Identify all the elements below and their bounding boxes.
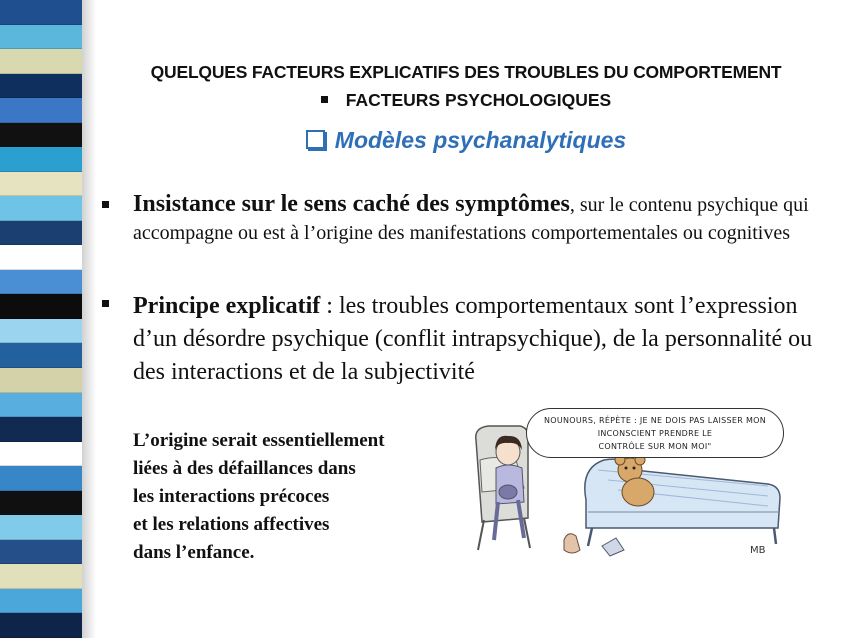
stripe-band xyxy=(0,368,82,393)
stripe-band xyxy=(0,25,82,50)
stripe-band xyxy=(0,417,82,442)
stripe-band xyxy=(0,491,82,516)
bullet-2-text: : les troubles comportementaux sont l’expression d’un désordre psychique (conflit intrapsychique), de la personnalité ou des interactions et de la subjectivité xyxy=(133,293,813,385)
slide-title-line1: QUELQUES FACTEURS EXPLICATIFS DES TROUBLES DU COMPORTEMENT xyxy=(150,62,782,82)
stripe-band xyxy=(0,0,82,25)
stripe-band xyxy=(0,540,82,565)
stripe-band xyxy=(0,466,82,491)
origin-line: les interactions précoces xyxy=(133,486,330,507)
stripe-band xyxy=(0,442,82,467)
stripe-band xyxy=(0,270,82,295)
origin-line: et les relations affectives xyxy=(133,514,330,535)
stripe-band xyxy=(0,343,82,368)
square-bullet-icon xyxy=(102,201,109,208)
square-bullet-icon xyxy=(321,96,328,103)
stripe-band xyxy=(0,221,82,246)
stripe-band xyxy=(0,319,82,344)
stripe-band xyxy=(0,515,82,540)
stripe-band xyxy=(0,49,82,74)
psychoanalysis-cartoon xyxy=(468,400,798,570)
stripe-band xyxy=(0,245,82,270)
bullet-2-lead: Principe explicatif xyxy=(133,293,321,319)
artist-signature: MB xyxy=(750,545,766,556)
slide-title-line2-text: FACTEURS PSYCHOLOGIQUES xyxy=(345,90,612,110)
stripe-band xyxy=(0,74,82,99)
checkbox-bullet-icon xyxy=(306,130,325,149)
slide-title-line2 xyxy=(96,90,836,111)
stripe-band xyxy=(0,294,82,319)
origin-line: L’origine serait essentiellement xyxy=(133,430,385,451)
stripe-band xyxy=(0,196,82,221)
origin-line: liées à des défaillances dans xyxy=(133,458,356,479)
square-bullet-icon xyxy=(102,300,109,307)
bullet-paragraph-2 xyxy=(133,290,838,389)
stripe-band xyxy=(0,564,82,589)
decorative-stripe-bar xyxy=(0,0,82,638)
speech-line: NOUNOURS, RÉPÈTE : JE NE DOIS PAS LAISSER MON xyxy=(543,416,767,425)
section-subtitle xyxy=(96,127,836,154)
stripe-band xyxy=(0,147,82,172)
stripe-band xyxy=(0,98,82,123)
stripe-band xyxy=(0,123,82,148)
stripe-band xyxy=(0,393,82,418)
speech-bubble xyxy=(526,408,784,458)
origin-text-block xyxy=(133,427,473,567)
origin-line: dans l’enfance. xyxy=(133,542,255,563)
stripe-band xyxy=(0,172,82,197)
stripe-band xyxy=(0,613,82,638)
section-subtitle-text: Modèles psychanalytiques xyxy=(334,127,627,153)
bullet-paragraph-1 xyxy=(133,190,823,247)
stripe-band xyxy=(0,589,82,614)
bullet-1-lead: Insistance sur le sens caché des symptômes xyxy=(133,191,570,217)
speech-line: CONTRÔLE SUR MON MOI" xyxy=(598,442,712,451)
stripe-shadow xyxy=(82,0,96,638)
bullet-1-text: , sur le contenu psychique qui accompagne ou est à l’origine des manifestations comportementales ou cognitives xyxy=(133,194,809,244)
speech-line: INCONSCIENT PRENDRE LE xyxy=(597,429,713,438)
